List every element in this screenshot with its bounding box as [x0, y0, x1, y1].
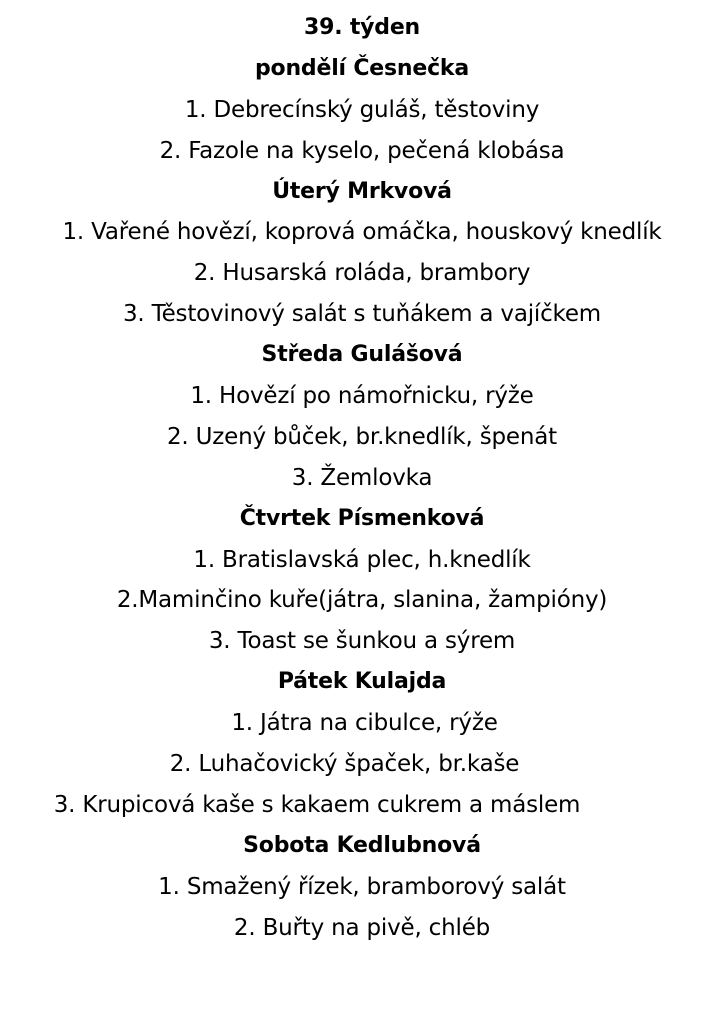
day-heading-thursday: Čtvrtek Písmenková	[239, 505, 485, 531]
menu-item: 1. Vařené hovězí, koprová omáčka, houskový knedlík	[62, 219, 662, 246]
menu-item: 2. Fazole na kyselo, pečená klobása	[159, 137, 565, 164]
menu-item: 2. Luhačovický špaček, br.kaše	[169, 751, 520, 778]
menu-item: 3. Toast se šunkou a sýrem	[208, 628, 516, 655]
day-heading-friday: Pátek Kulajda	[277, 669, 447, 695]
week-title: 39. týden	[303, 15, 421, 40]
menu-item: 2. Uzený bůček, br.knedlík, špenát	[167, 423, 557, 450]
weekly-menu	[0, 8, 724, 948]
day-heading-monday: pondělí Česnečka	[255, 55, 469, 81]
menu-item: 2.Maminčino kuře(játra, slanina, žampióny)	[116, 587, 608, 614]
menu-item: 3. Žemlovka	[291, 464, 433, 491]
day-heading-wednesday: Středa Gulášová	[261, 342, 463, 368]
menu-item: 1. Bratislavská plec, h.knedlík	[193, 546, 531, 573]
menu-item: 3. Těstovinový salát s tuňákem a vajíčkem	[122, 301, 601, 328]
menu-item: 2. Husarská roláda, brambory	[193, 260, 531, 287]
menu-item: 1. Hovězí po námořnicku, rýže	[190, 383, 534, 410]
menu-item: 1. Debrecínský guláš, těstoviny	[184, 96, 540, 123]
menu-item: 2. Buřty na pivě, chléb	[233, 914, 491, 941]
menu-item: 1. Játra na cibulce, rýže	[231, 710, 498, 737]
day-heading-saturday: Sobota Kedlubnová	[243, 832, 481, 858]
menu-item: 1. Smažený řízek, bramborový salát	[158, 873, 566, 900]
menu-item: 3. Krupicová kaše s kakaem cukrem a máslem	[53, 791, 581, 818]
day-heading-tuesday: Úterý Mrkvová	[272, 178, 452, 204]
